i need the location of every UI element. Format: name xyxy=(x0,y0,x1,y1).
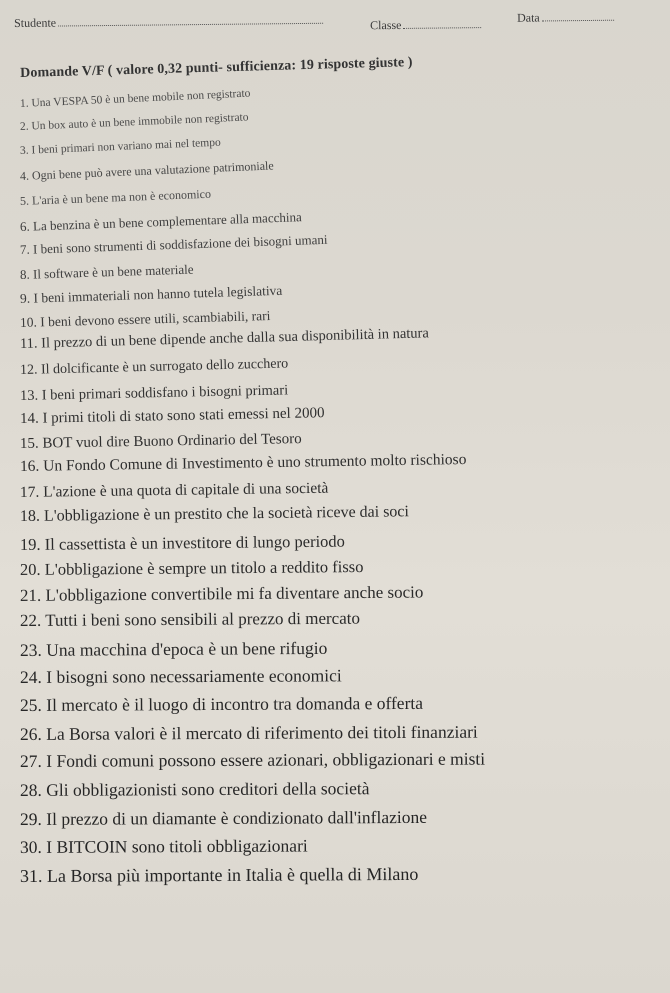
question-item xyxy=(20,262,194,283)
question-text: I bisogni sono necessariamente economici xyxy=(46,665,342,687)
question-item xyxy=(20,382,289,405)
question-item xyxy=(20,405,325,428)
question-number: 26. xyxy=(19,723,42,744)
question-number: 14. xyxy=(19,410,39,427)
question-number: 28. xyxy=(19,779,42,800)
question-number: 31. xyxy=(19,865,43,886)
question-text: Il prezzo di un diamante è condizionato dall'inflazione xyxy=(46,806,428,829)
question-number: 8. xyxy=(19,266,30,282)
question-item xyxy=(20,582,424,606)
question-number: 17. xyxy=(19,483,40,501)
question-text: Un box auto è un bene immobile non registrato xyxy=(31,111,249,133)
question-text: I beni immateriali non hanno tutela legislativa xyxy=(33,282,283,306)
question-text: L'aria è un bene ma non è economico xyxy=(31,186,212,208)
class-blank xyxy=(403,15,481,29)
question-number: 13. xyxy=(19,387,39,404)
question-number: 2. xyxy=(19,120,29,133)
question-text: Una VESPA 50 è un bene mobile non registrato xyxy=(31,87,251,110)
question-item xyxy=(20,187,212,209)
question-item xyxy=(20,638,327,661)
question-text: Tutti i beni sono sensibili al prezzo di mercato xyxy=(45,608,361,630)
question-number: 23. xyxy=(19,639,42,660)
student-blank xyxy=(58,11,323,27)
header-fields xyxy=(14,7,662,42)
question-item xyxy=(20,356,289,379)
question-text: Ogni bene può avere una valutazione patrimoniale xyxy=(31,158,274,183)
question-item xyxy=(20,835,308,858)
student-field xyxy=(14,11,323,31)
class-field xyxy=(370,15,482,33)
question-text: BOT vuol dire Buono Ordinario del Tesoro xyxy=(42,431,302,452)
question-item xyxy=(20,283,283,307)
question-number: 19. xyxy=(19,534,41,554)
question-text: I BITCOIN sono titoli obbligazionari xyxy=(46,835,308,857)
class-label: Classe xyxy=(370,17,402,33)
question-number: 29. xyxy=(19,808,42,829)
student-label: Studente xyxy=(14,15,57,30)
question-number: 3. xyxy=(19,144,29,157)
question-text: I beni devono essere utili, scambiabili, rari xyxy=(40,308,271,330)
question-text: L'obbligazione è un prestito che la società riceve dai soci xyxy=(43,503,410,525)
question-number: 22. xyxy=(19,610,42,630)
date-blank xyxy=(542,8,614,22)
question-text: Il prezzo di un bene dipende anche dalla sua disponibilità in natura xyxy=(40,325,430,352)
question-item xyxy=(20,325,429,353)
question-item xyxy=(20,722,478,745)
question-text: Il cassettista è un investitore di lungo periodo xyxy=(44,531,345,554)
question-item xyxy=(20,308,271,331)
question-number: 30. xyxy=(19,836,42,857)
quiz-title: Domande V/F ( valore 0,32 punti- sufficienza: 19 risposte giuste ) xyxy=(20,55,413,81)
question-item xyxy=(20,232,328,258)
date-label: Data xyxy=(516,10,540,25)
question-text: Il dolcificante è un surrogato dello zucchero xyxy=(40,356,289,378)
question-text: Il software è un bene materiale xyxy=(32,261,194,282)
question-item xyxy=(20,137,221,157)
question-item xyxy=(20,158,274,184)
question-text: La benzina è un bene complementare alla macchina xyxy=(32,209,302,234)
question-item xyxy=(20,88,251,110)
question-number: 7. xyxy=(19,241,30,257)
question-text: La Borsa valori è il mercato di riferimento dei titoli finanziari xyxy=(46,721,478,744)
question-item xyxy=(20,749,485,772)
question-text: I beni primari non variano mai nel tempo xyxy=(31,136,221,157)
question-text: Il mercato è il luogo di incontro tra domanda e offerta xyxy=(46,692,424,715)
question-number: 1. xyxy=(19,97,29,110)
question-item xyxy=(20,557,364,580)
question-item xyxy=(20,480,329,502)
question-text: I Fondi comuni possono essere azionari, obbligazionari e misti xyxy=(46,748,486,771)
question-item xyxy=(20,693,423,716)
question-text: I beni primari soddisfano i bisogni primari xyxy=(41,382,289,404)
question-number: 11. xyxy=(19,335,38,352)
question-number: 10. xyxy=(19,314,38,330)
question-text: Un Fondo Comune di Investimento è uno strumento molto rischioso xyxy=(43,450,467,475)
question-number: 18. xyxy=(19,507,41,525)
question-number: 24. xyxy=(19,666,42,687)
question-item xyxy=(20,209,302,235)
question-text: La Borsa più importante in Italia è quella di Milano xyxy=(46,863,419,886)
question-text: L'obbligazione è sempre un titolo a reddito fisso xyxy=(44,557,364,579)
question-item xyxy=(20,431,302,453)
question-number: 12. xyxy=(19,362,38,378)
question-item xyxy=(20,532,345,555)
date-field xyxy=(517,8,614,26)
question-item xyxy=(20,609,360,631)
question-text: L'azione è una quota di capitale di una società xyxy=(43,479,329,501)
question-item xyxy=(20,503,409,526)
question-number: 25. xyxy=(19,694,42,715)
question-number: 21. xyxy=(19,585,42,605)
question-text: I primi titoli di stato sono stati emessi nel 2000 xyxy=(42,405,325,427)
question-number: 15. xyxy=(19,435,39,452)
question-item xyxy=(20,778,370,801)
question-number: 20. xyxy=(19,559,41,579)
question-number: 6. xyxy=(19,218,30,234)
question-number: 16. xyxy=(19,457,40,475)
question-item xyxy=(20,807,427,830)
question-text: Una macchina d'epoca è un bene rifugio xyxy=(46,637,328,660)
question-item xyxy=(20,665,342,688)
question-number: 27. xyxy=(19,750,42,771)
question-text: L'obbligazione convertibile mi fa diventare anche socio xyxy=(45,582,424,605)
question-text: I beni sono strumenti di soddisfazione dei bisogni umani xyxy=(32,231,328,257)
question-item xyxy=(20,111,249,133)
question-number: 9. xyxy=(19,290,31,306)
question-number: 5. xyxy=(19,193,30,208)
question-item xyxy=(20,864,419,887)
question-number: 4. xyxy=(19,168,30,183)
question-text: Gli obbligazionisti sono creditori della società xyxy=(46,778,370,800)
question-item xyxy=(20,451,467,476)
